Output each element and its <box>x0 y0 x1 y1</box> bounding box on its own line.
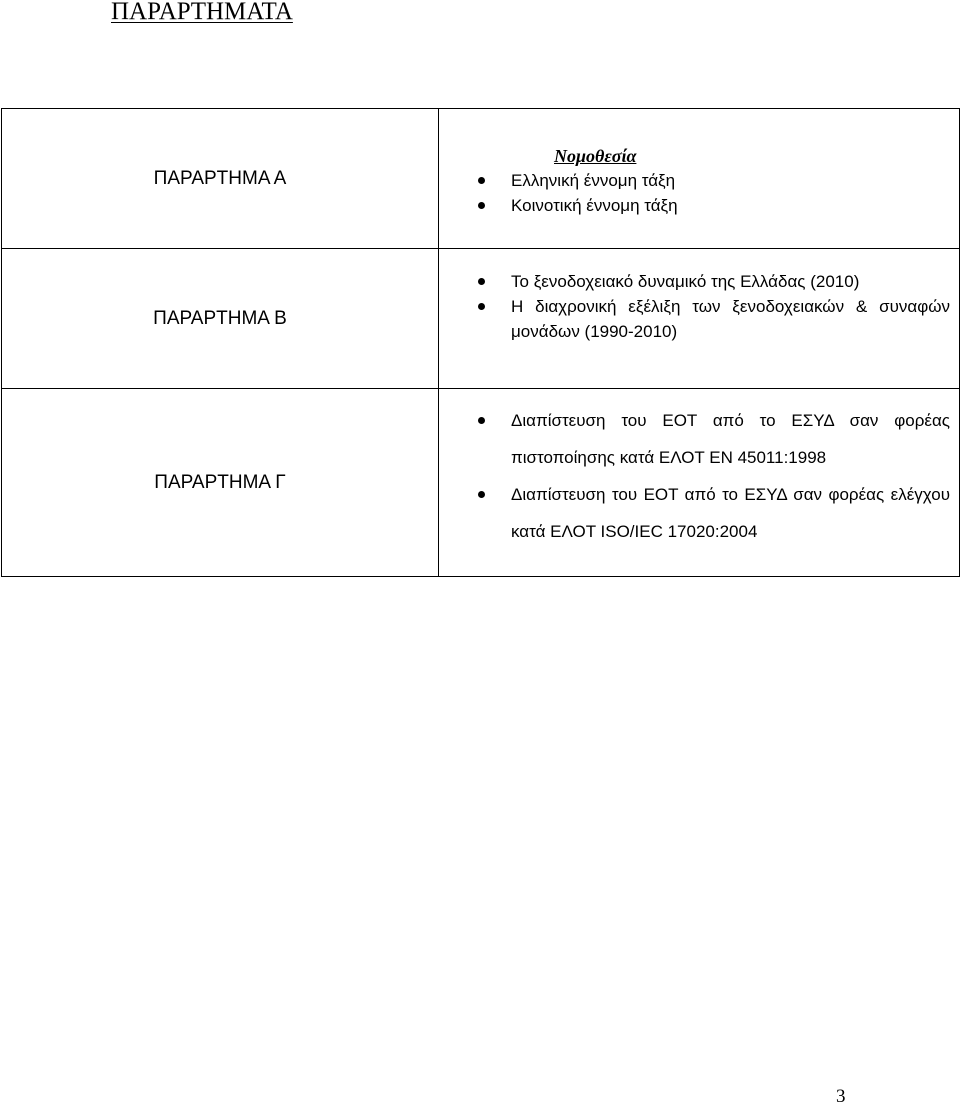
list-item <box>439 269 959 294</box>
bullet-icon <box>478 278 485 285</box>
list-item-text: Διαπίστευση του ΕΟΤ από το ΕΣΥΔ σαν φορέας πιστοποίησης κατά ΕΛΟΤ ΕΝ 45011:1998 <box>511 411 950 467</box>
annex-subheading: Νομοθεσία <box>554 146 637 166</box>
bullet-icon <box>478 202 485 209</box>
bullet-icon <box>478 303 485 310</box>
annex-items-b <box>439 269 959 344</box>
annex-label-c: ΠΑΡΑΡΤΗΜΑ Γ <box>2 389 439 577</box>
page-heading: ΠΑΡΑΡΤΗΜΑΤΑ <box>111 0 293 25</box>
bullet-icon <box>478 417 485 424</box>
annex-items-a <box>439 168 959 218</box>
list-item-text: Ελληνική έννομη τάξη <box>511 171 676 190</box>
list-item <box>439 193 959 218</box>
list-item-text: Η διαχρονική εξέλιξη των ξενοδοχειακών & συναφών μονάδων (1990-2010) <box>511 297 950 341</box>
annex-content-b <box>439 249 960 389</box>
list-item <box>439 294 959 344</box>
annex-items-c <box>439 402 959 550</box>
annex-content-a <box>439 109 960 249</box>
annex-row-c <box>2 389 960 577</box>
bullet-icon <box>478 177 485 184</box>
list-item <box>439 168 959 193</box>
list-item-text: Το ξενοδοχειακό δυναμικό της Ελλάδας (2010) <box>511 272 860 291</box>
list-item <box>439 476 959 550</box>
list-item <box>439 402 959 476</box>
annex-content-c <box>439 389 960 577</box>
annex-row-b <box>2 249 960 389</box>
list-item-text: Διαπίστευση του ΕΟΤ από το ΕΣΥΔ σαν φορέας ελέγχου κατά ΕΛΟΤ ISO/IEC 17020:2004 <box>511 485 950 541</box>
annex-label-b: ΠΑΡΑΡΤΗΜΑ Β <box>2 249 439 389</box>
annex-label-a: ΠΑΡΑΡΤΗΜΑ Α <box>2 109 439 249</box>
annex-table <box>1 108 960 577</box>
list-item-text: Κοινοτική έννομη τάξη <box>511 196 678 215</box>
page-number: 3 <box>836 1086 846 1107</box>
bullet-icon <box>478 491 485 498</box>
annex-row-a <box>2 109 960 249</box>
